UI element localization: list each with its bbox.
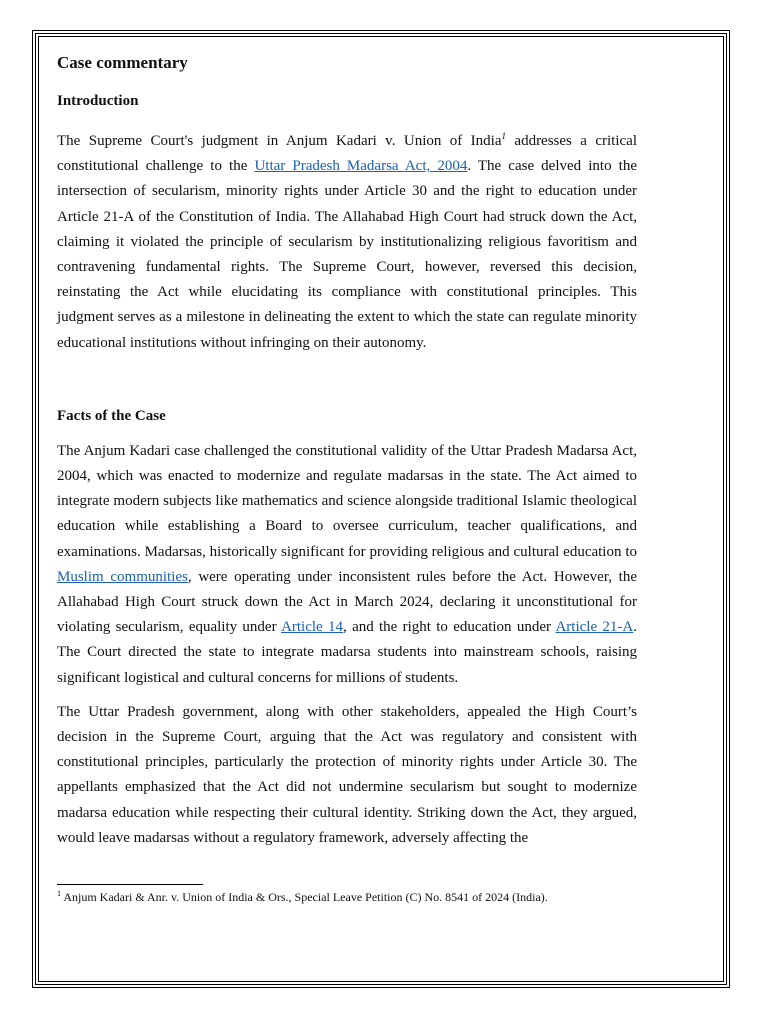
footnote (57, 889, 657, 905)
article-14-link[interactable]: Article 14 (281, 619, 344, 636)
facts-paragraph-2: The Uttar Pradesh government, along with other stakeholders, appealed the High Court’s decision in the Supreme Court, arguing that the Act was regulatory and consistent with constitutional principles, particularly the protection of minority rights under Article 30. The appellants emphasized that the Act did not undermine secularism but sought to modernize madarsa education while respecting their cultural identity. Striking down the Act, they argued, would leave madarsas without a regulatory framework, adversely affecting the (57, 703, 637, 846)
footnote-divider (57, 884, 203, 885)
intro-text-a: The Supreme Court's judgment in Anjum Kadari v. Union of India (57, 133, 502, 149)
madarsa-act-link[interactable]: Uttar Pradesh Madarsa Act, 2004 (254, 158, 468, 175)
section-spacer (57, 365, 637, 408)
facts-heading: Facts of the Case (57, 407, 166, 424)
muslim-communities-link[interactable]: Muslim communities (57, 568, 188, 585)
intro-text-c: . The case delved into the intersection of secularism, minority rights under Article 30 and the right to education under Article 21-A of the Constitution of India. The Allahabad High Court had struck down the Act, claiming it violated the principle of secularism by institutionalizing religious favoritism and contravening fundamental rights. The Supreme Court, however, reversed this decision, reinstating the Act while elucidating its compliance with constitutional principles. This judgment serves as a milestone in delineating the extent to which the state can regulate minority educational institutions without infringing on their autonomy. (57, 158, 637, 351)
footnote-reference[interactable]: 1 (501, 131, 506, 141)
intro-text-b: addresses a critical constitutional challenge to the (57, 133, 637, 175)
introduction-paragraph (57, 124, 637, 356)
document-body (57, 53, 637, 860)
facts-text-c: , and the right to education under (343, 619, 556, 636)
document-title: Case commentary (57, 53, 188, 72)
facts-paragraph-1 (57, 439, 637, 691)
facts-text-a: The Anjum Kadari case challenged the constitutional validity of the Uttar Pradesh Madarsa Act, 2004, which was enacted to modernize and regulate madarsas in the state. The Act aimed to integrate modern subjects like mathematics and science alongside traditional Islamic theological education while establishing a Board to oversee curriculum, teacher qualifications, and examinations. Madarsas, historically significant for providing religious and cultural education to (57, 442, 637, 560)
facts-text-d: . The Court directed the state to integrate madarsa students into mainstream schools, raising significant logistical and cultural concerns for millions of students. (57, 619, 637, 686)
footnote-text: Anjum Kadari & Anr. v. Union of India & Ors., Special Leave Petition (C) No. 8541 of 2024 (India). (61, 890, 548, 904)
article-21a-link[interactable]: Article 21-A (555, 619, 634, 636)
facts-text-b: , were operating under inconsistent rules before the Act. However, the Allahabad High Court struck down the Act in March 2024, declaring it unconstitutional for violating secularism, equality under (57, 568, 638, 636)
introduction-heading: Introduction (57, 93, 139, 109)
footnote-marker: 1 (57, 889, 61, 898)
